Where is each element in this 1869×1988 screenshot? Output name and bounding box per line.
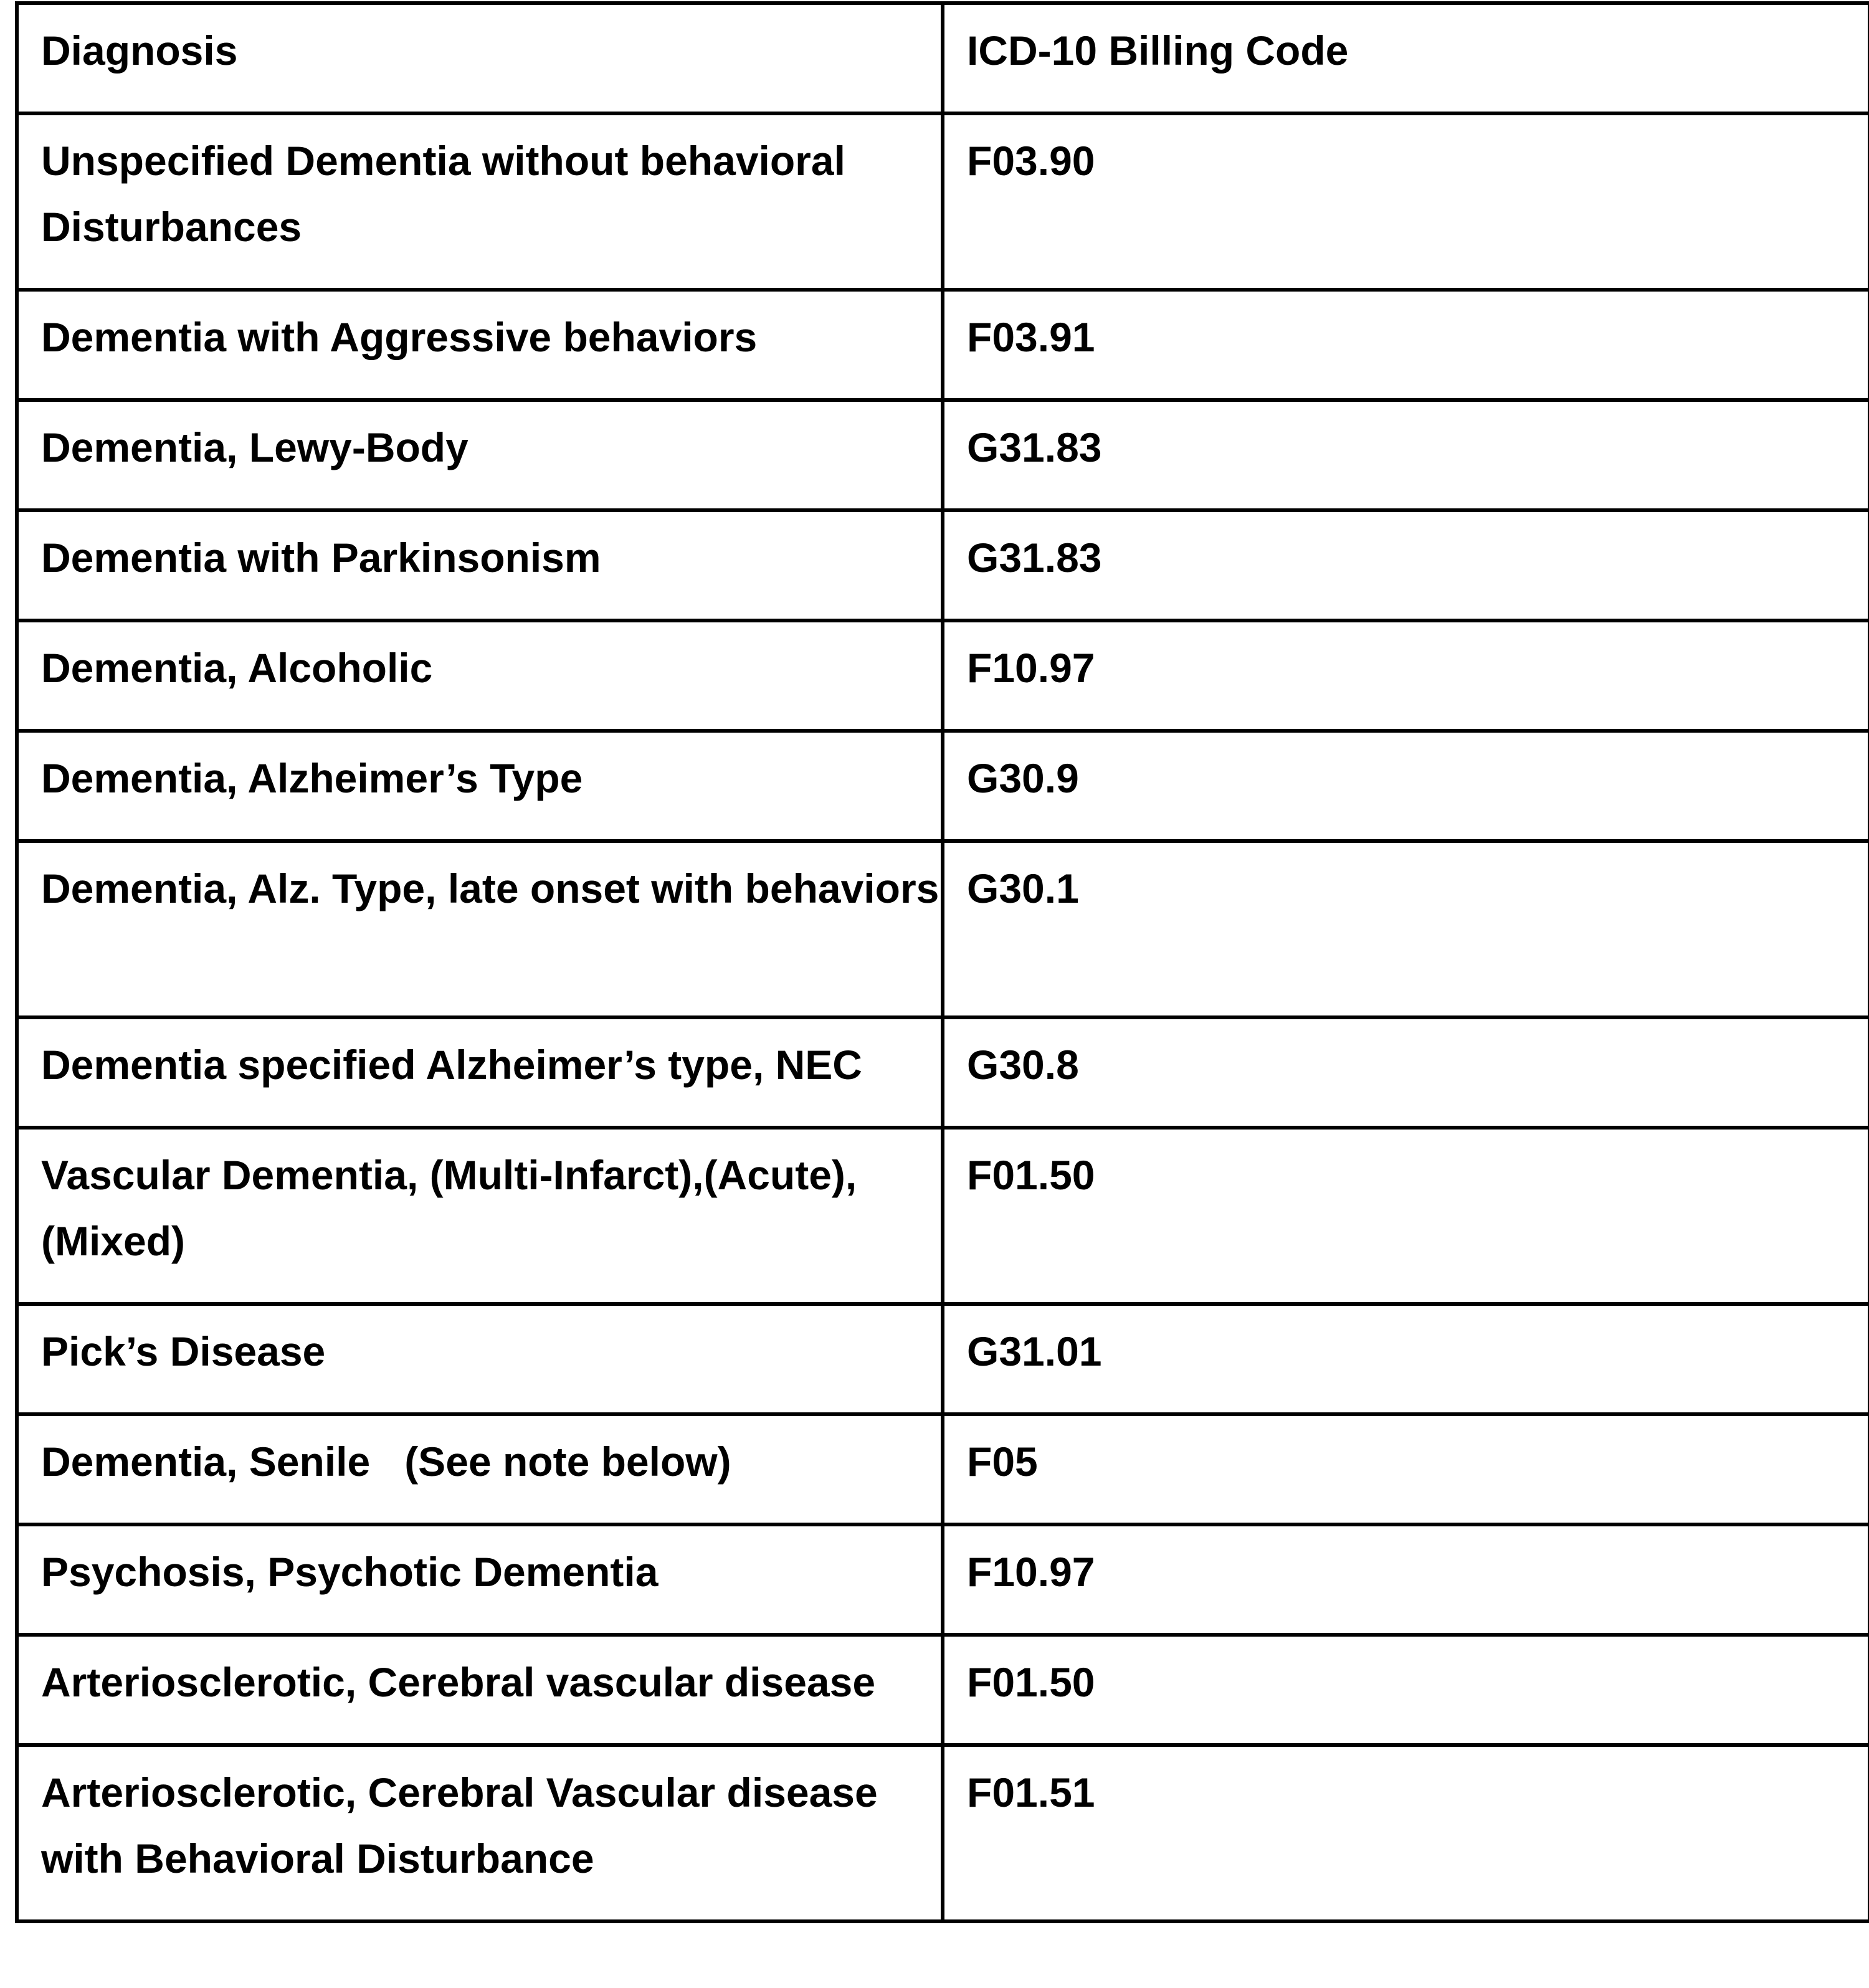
table-row [17,731,1869,841]
code-cell: G30.1 [943,841,1869,1017]
table-header-row [17,3,1869,113]
code-cell: G31.83 [943,510,1869,621]
diagnosis-cell: Pick’s Disease [17,1304,943,1414]
code-cell: F10.97 [943,621,1869,731]
table-row [17,510,1869,621]
diagnosis-cell: Vascular Dementia, (Multi-Infarct),(Acute), (Mixed) [17,1128,943,1304]
table-row [17,1635,1869,1745]
diagnosis-cell: Unspecified Dementia without behavioral Disturbances [17,113,943,290]
diagnosis-cell: Dementia, Alz. Type, late onset with behaviors [17,841,943,1017]
table-row [17,113,1869,290]
code-cell: F03.90 [943,113,1869,290]
table-row [17,1304,1869,1414]
diagnosis-cell: Dementia with Aggressive behaviors [17,290,943,400]
diagnosis-cell: Dementia with Parkinsonism [17,510,943,621]
code-cell: F05 [943,1414,1869,1524]
code-cell: F01.50 [943,1635,1869,1745]
diagnosis-cell: Dementia, Senile (See note below) [17,1414,943,1524]
diagnosis-cell: Dementia, Lewy-Body [17,400,943,510]
table-row [17,400,1869,510]
diagnosis-cell: Arteriosclerotic, Cerebral vascular disease [17,1635,943,1745]
code-cell: G31.01 [943,1304,1869,1414]
header-billing-code: ICD-10 Billing Code [943,3,1869,113]
diagnosis-cell: Dementia, Alzheimer’s Type [17,731,943,841]
table-row [17,1745,1869,1921]
code-cell: G31.83 [943,400,1869,510]
code-cell: G30.9 [943,731,1869,841]
code-cell: G30.8 [943,1017,1869,1128]
code-cell: F01.51 [943,1745,1869,1921]
table-row [17,1017,1869,1128]
code-cell: F10.97 [943,1524,1869,1635]
header-diagnosis: Diagnosis [17,3,943,113]
diagnosis-cell: Dementia specified Alzheimer’s type, NEC [17,1017,943,1128]
diagnosis-cell: Arteriosclerotic, Cerebral Vascular disease with Behavioral Disturbance [17,1745,943,1921]
code-cell: F03.91 [943,290,1869,400]
code-cell: F01.50 [943,1128,1869,1304]
table-row [17,1414,1869,1524]
table-row [17,1128,1869,1304]
table-row [17,841,1869,1017]
table-row [17,1524,1869,1635]
table-row [17,621,1869,731]
table-row [17,290,1869,400]
diagnosis-cell: Dementia, Alcoholic [17,621,943,731]
diagnosis-cell: Psychosis, Psychotic Dementia [17,1524,943,1635]
diagnosis-code-table [15,1,1869,1923]
